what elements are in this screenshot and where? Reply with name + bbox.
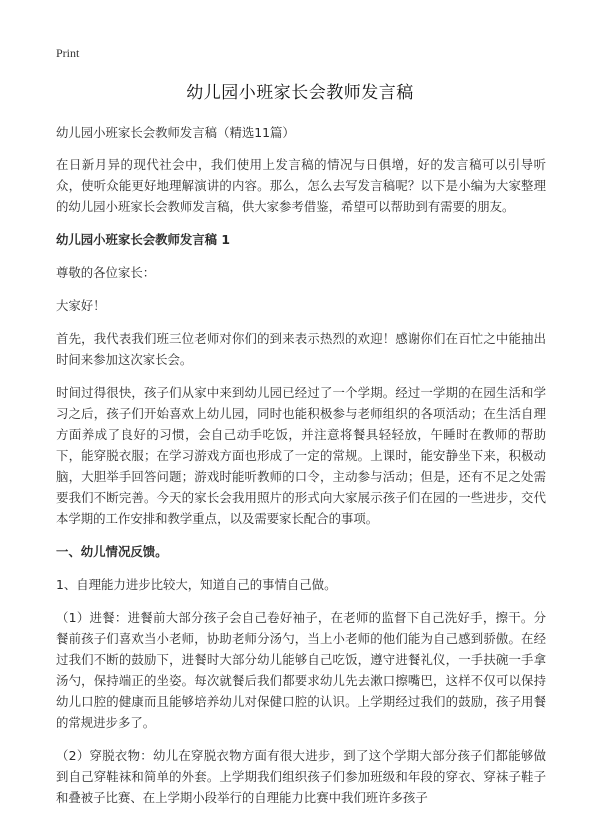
print-link[interactable]: Print	[56, 46, 80, 60]
dressing-item: （2）穿脱衣物：幼儿在穿脱衣物方面有很大进步，到了这个学期大部分孩子们都能够做到自己穿鞋袜和简单的外套。上学期我们组织孩子们参加班级和年段的穿衣、穿袜子鞋子和叠被子比赛、在上学期小段举行的自理能力比赛中我们班许多孩子	[56, 748, 546, 805]
welcome-paragraph: 首先，我代表我们班三位老师对你们的到来表示热烈的欢迎！感谢你们在百忙之中能抽出时间来参加这次家长会。	[56, 331, 546, 367]
feedback-heading: 一、幼儿情况反馈。	[56, 544, 168, 559]
page-title: 幼儿园小班家长会教师发言稿	[186, 83, 414, 103]
dining-item: （1）进餐：进餐前大部分孩子会自己卷好袖子，在老师的监督下自己洗好手，擦干。分餐前孩子们喜欢当小老师，协助老师分汤勺，当上小老师的他们能为自己感到骄傲。在经过我们不断的鼓励下，进餐时大部分幼儿能够自己吃饭，遵守进餐礼仪，一手扶碗一手拿汤勺，保持端正的坐姿。每次就餐后我们都要求幼儿先去漱口擦嘴巴，这样不仅可以保持幼儿口腔的健康而且能够培养幼儿对保健口腔的认识。上学期经过我们的鼓励，孩子用餐的常规进步多了。	[56, 610, 546, 730]
semester-summary-paragraph: 时间过得很快，孩子们从家中来到幼儿园已经过了一个学期。经过一学期的在园生活和学习之后，孩子们开始喜欢上幼儿园，同时也能积极参与老师组织的各项活动；在生活自理方面养成了良好的习惯，会自己动手吃饭，并注意将餐具轻轻放，午睡时在教师的帮助下，能穿脱衣服；在学习游戏方面也形成了一定的常规。上课时，能安静坐下来，积极动脑，大胆举手回答问题；游戏时能听教师的口令，主动参与活动；但是，还有不足之处需要我们不断完善。今天的家长会我用照片的形式向大家展示孩子们在园的一些进步，交代本学期的工作安排和教学重点，以及需要家长配合的事项。	[56, 385, 546, 526]
article-subtitle: 幼儿园小班家长会教师发言稿（精选11篇）	[56, 125, 295, 140]
self-care-item: 1、自理能力进步比较大，知道自己的事情自己做。	[56, 577, 337, 592]
greeting-salutation: 尊敬的各位家长：	[56, 265, 156, 280]
intro-paragraph: 在日新月异的现代社会中，我们使用上发言稿的情况与日俱增，好的发言稿可以引导听众，使听众能更好地理解演讲的内容。那么，怎么去写发言稿呢？以下是小编为大家整理的幼儿园小班家长会教师发言稿，供大家参考借鉴，希望可以帮助到有需要的朋友。	[56, 157, 546, 214]
section-title: 幼儿园小班家长会教师发言稿 1	[56, 232, 231, 247]
greeting-hello: 大家好！	[56, 298, 106, 313]
article-body	[56, 122, 546, 820]
